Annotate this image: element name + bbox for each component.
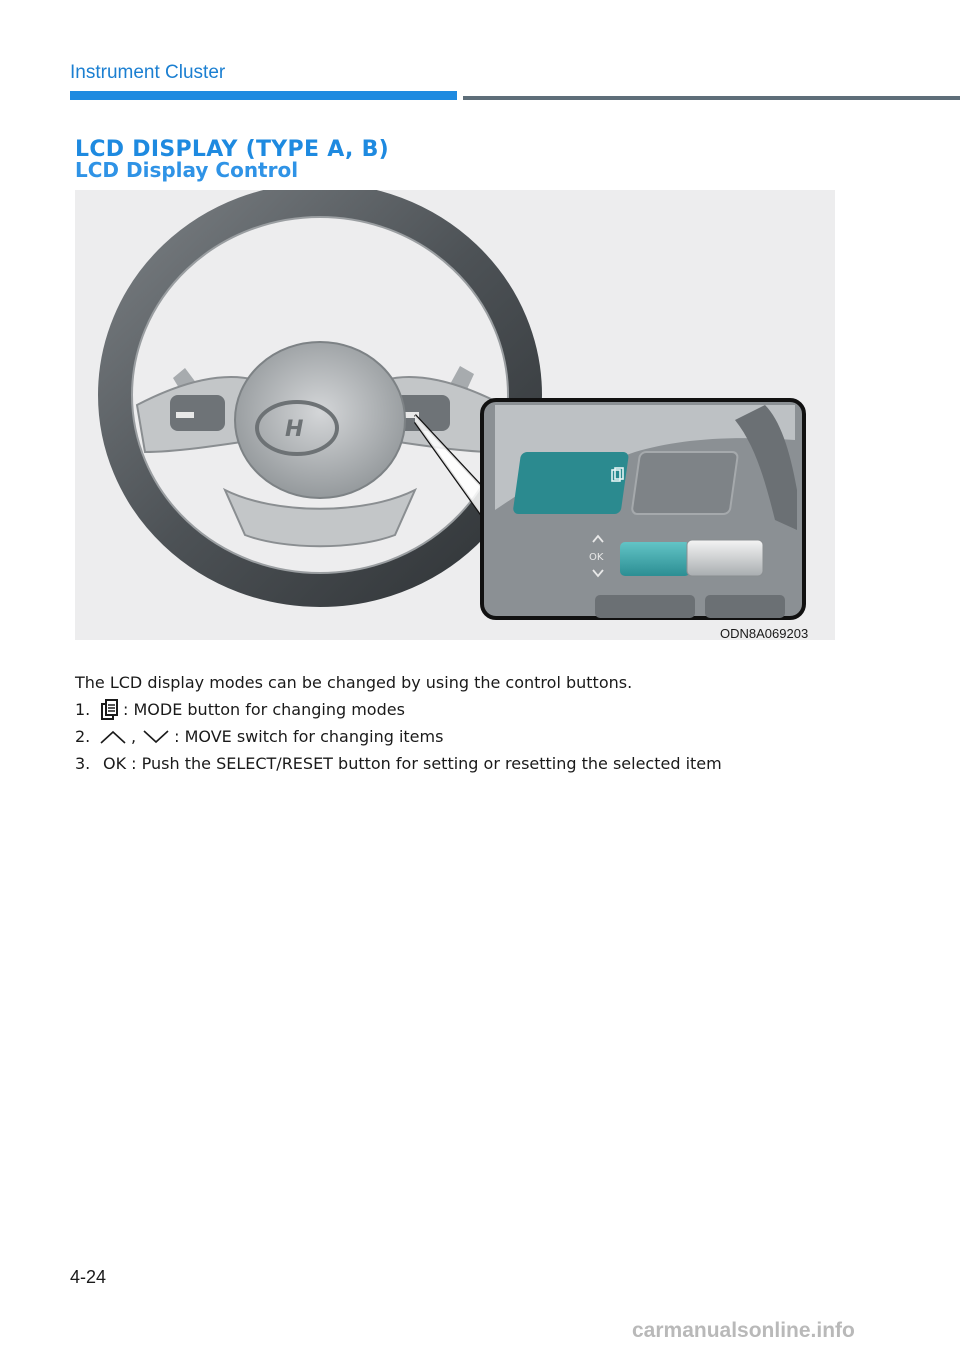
watermark: carmanualsonline.info [632, 1319, 855, 1342]
chevron-up-icon [99, 729, 127, 745]
body-text [75, 670, 875, 777]
item-number: 1. [75, 699, 91, 719]
list-item [75, 723, 875, 750]
list-item [75, 696, 875, 723]
mode-icon [99, 699, 119, 721]
intro-paragraph: The LCD display modes can be changed by using the control buttons. [75, 673, 633, 692]
inset-ok-label: OK [589, 552, 604, 563]
figure-code: ODN8A069203 [720, 626, 809, 641]
switch-inset-zoom [482, 400, 804, 618]
header-rule-blue [70, 91, 457, 100]
item-number: 3. [75, 753, 91, 773]
header-rule-gray [463, 96, 960, 100]
chevron-down-icon [142, 729, 170, 745]
item-text: OK : Push the SELECT/RESET button for setting or resetting the selected item [103, 753, 722, 773]
list-item [75, 750, 875, 777]
item-text: : MOVE switch for changing items [174, 726, 444, 746]
section-subtitle: LCD Display Control [75, 158, 299, 182]
steering-wheel-illustration [75, 190, 835, 640]
header-title: Instrument Cluster [70, 62, 226, 83]
item-number: 2. [75, 726, 91, 746]
page-number: 4-24 [70, 1267, 107, 1287]
steering-wheel-figure [75, 190, 835, 640]
section-title: LCD DISPLAY (TYPE A, B) [75, 137, 390, 162]
item-separator: , [131, 726, 137, 746]
svg-text:H: H [285, 417, 304, 442]
item-text: : MODE button for changing modes [123, 699, 405, 719]
